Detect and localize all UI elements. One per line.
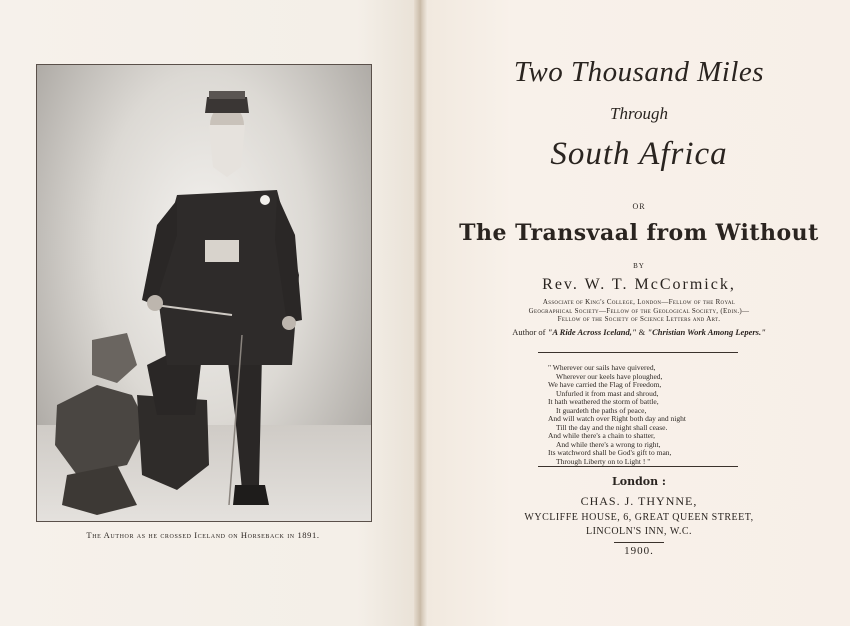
affiliation-line: Fellow of the Society of Science Letters and Art. <box>557 315 721 323</box>
poem-line: Till the day and the night shall cease. <box>556 422 668 432</box>
publisher-location: London : <box>612 475 666 488</box>
publisher-address-line-2: LINCOLN'S INN, W.C. <box>585 526 693 537</box>
title-page <box>428 0 850 626</box>
poem-line: Unfurled it from mast and shroud, <box>556 388 659 398</box>
publisher-name: CHAS. J. THYNNE, <box>580 494 698 508</box>
left-page <box>0 0 420 626</box>
divider-rule <box>538 352 738 353</box>
work-title-1: "A Ride Across Iceland," <box>547 327 637 337</box>
affiliation-line: Associate of King's College, London—Fellow of the Royal <box>542 298 736 306</box>
poem-line: Its watchword shall be God's gift to man, <box>548 448 672 457</box>
by-label: BY <box>633 262 645 270</box>
poem-line: It hath weathered the storm of battle, <box>548 397 659 406</box>
poem-line: And will watch over Right both day and night <box>548 414 686 423</box>
work-title-2: "Christian Work Among Lepers." <box>647 327 766 337</box>
title-line-1: Two Thousand Miles <box>513 56 765 88</box>
photo-caption: The Author as he crossed Iceland on Horseback in 1891. <box>86 530 320 540</box>
poem-line: Through Liberty on to Light ! " <box>556 456 651 466</box>
frontispiece-photo <box>36 64 372 522</box>
or-label: OR <box>632 202 646 211</box>
book-gutter <box>414 0 428 626</box>
other-works <box>428 327 850 337</box>
affiliation-line: Geographical Society—Fellow of the Geological Society, (Edin.)— <box>528 306 750 315</box>
divider-rule <box>538 466 738 467</box>
poem-line: Wherever our keels have ploughed, <box>556 371 663 381</box>
poem-line: And while there's a wrong to right, <box>556 439 661 449</box>
publisher-address-line-1: WYCLIFFE HOUSE, 6, GREAT QUEEN STREET, <box>524 512 754 523</box>
works-prefix: Author of <box>512 327 546 337</box>
author-portrait-illustration <box>37 65 371 521</box>
poem-line: " Wherever our sails have quivered, <box>548 363 656 372</box>
author-name: Rev. W. T. McCormick, <box>542 276 736 293</box>
publication-year: 1900. <box>624 545 654 557</box>
short-rule <box>614 542 664 543</box>
poem-line: We have carried the Flag of Freedom, <box>548 380 662 389</box>
author-affiliations <box>428 298 850 324</box>
poem-line: And while there's a chain to shatter, <box>548 431 656 440</box>
title-line-3: South Africa <box>550 136 728 172</box>
poem-line: It guardeth the paths of peace, <box>556 405 647 415</box>
works-ampersand: & <box>638 327 646 337</box>
title-line-2: Through <box>610 104 668 123</box>
subtitle: The Transvaal from Without <box>459 220 819 246</box>
epigraph-poem <box>548 364 748 466</box>
